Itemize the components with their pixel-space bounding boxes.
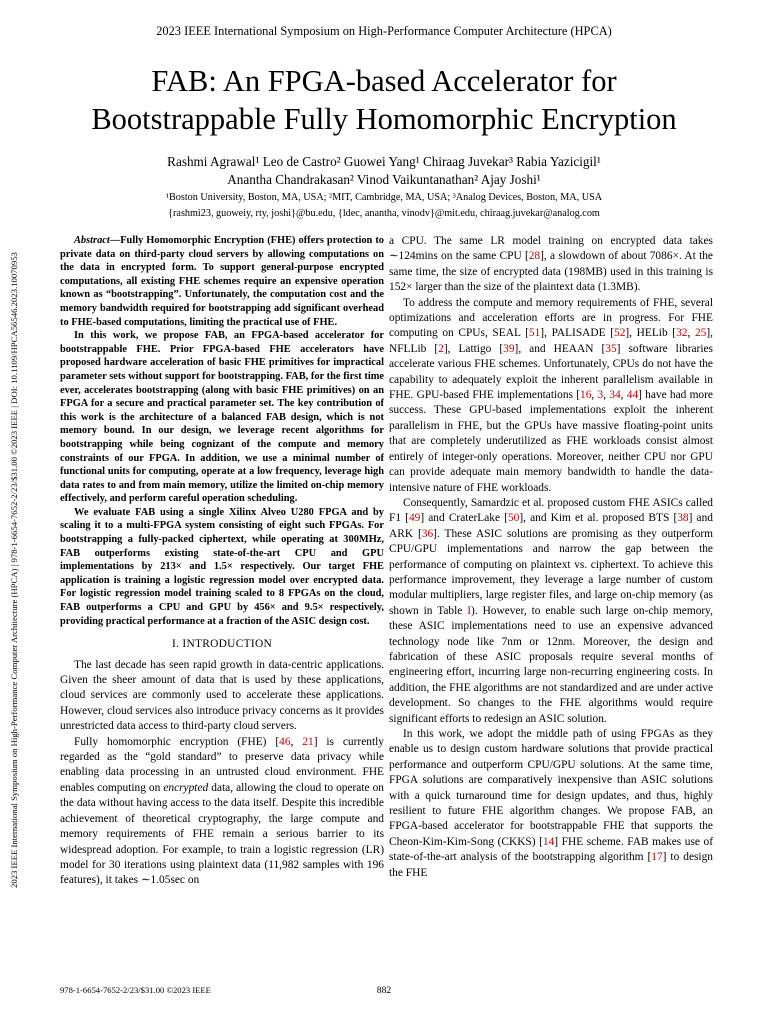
affiliations xyxy=(40,190,728,222)
citation-link[interactable]: 32 xyxy=(676,327,688,340)
abstract xyxy=(60,234,384,628)
right-paragraph-4: In this work, we adopt the middle path of using FPGAs as they enable us to design custom hardware solutions that provide practical performance and outperform CPU/GPU solutions. At the same time, FPGA solutions are comparatively inexpensive than ASIC solutions with a quick turnaround time for design updates, and thus, highly resilient to future FHE algorithm changes. We propose FAB, an FPGA-based accelerator for bootstrappable FHE that supports the Cheon-Kim-Kim-Song (CKKS) [14] FHE scheme. FAB makes use of state-of-the-art analysis of the bootstrapping algorithm [17] to design the FHE xyxy=(389,728,713,879)
intro-paragraph-1: The last decade has seen rapid growth in data-centric applications. Given the sheer amount of data that is used by these applications, cloud services are commonly used to accelerate these applications. However, cloud services also introduce privacy concerns as it provides unrestricted data access to third-party cloud servers. xyxy=(60,658,384,733)
abstract-paragraph-3: We evaluate FAB using a single Xilinx Alveo U280 FPGA and by scaling it to a multi-FPGA system consisting of eight such FPGAs. For bootstrapping a fully-packed ciphertext, while operating at 300MHz, FAB outperforms existing state-of-the-art CPU and GPU implementations by 213× and 1.5× respectively. Our target FHE application is training a logistic regression model over encrypted data. For logistic regression model training scaled to 8 FPGAs on the cloud, FAB outperforms a CPU and GPU by 456× and 9.5× respectively, providing practical performance at a fraction of the ASIC design cost. xyxy=(60,506,384,627)
authors-line-2: Anantha Chandrakasan² Vinod Vaikuntanathan² Ajay Joshi¹ xyxy=(227,172,541,187)
abstract-label: Abstract xyxy=(74,235,110,246)
title-line-2: Bootstrappable Fully Homomorphic Encryption xyxy=(91,102,677,136)
citation-link[interactable]: 38 xyxy=(677,512,689,525)
citation-link[interactable]: 36 xyxy=(421,527,434,540)
conference-header: 2023 IEEE International Symposium on High-Performance Computer Architecture (HPCA) xyxy=(156,24,612,38)
citation-link[interactable]: 25 xyxy=(694,327,707,340)
citation-link[interactable]: 51 xyxy=(528,327,541,340)
side-metadata-strip: 2023 IEEE International Symposium on High-Performance Computer Architecture (HPCA) | 978-1-6654-7652-2/23/$31.00 ©2023 IEEE | DOI: 10.1109/HPCA56546.2023.10070953 xyxy=(9,252,19,888)
emphasis-text: encrypted xyxy=(163,781,209,794)
section-heading-introduction: I. INTRODUCTION xyxy=(171,638,273,651)
citation-link[interactable]: 34 xyxy=(609,389,621,402)
citation-link[interactable]: 50 xyxy=(507,512,520,525)
author-list xyxy=(40,153,728,189)
right-paragraph-1: a CPU. The same LR model training on encrypted data takes ∼124mins on the same CPU [28], a slowdown of about 7086×. At the same time, the size of encrypted data (198MB) used in this training is 152× larger than the size of the plaintext data (1.3MB). xyxy=(389,235,713,294)
citation-link[interactable]: 3 xyxy=(597,389,604,402)
abstract-paragraph-1: Abstract—Fully Homomorphic Encryption (FHE) offers protection to private data on third-party cloud servers by allowing computations on the data in encrypted form. To support general-purpose encrypted computations, all existing FHE schemes require an expensive operation known as “bootstrapping”. Unfortunately, the computation cost and the memory bandwidth required for bootstrapping add significant overhead to FHE-based computations, limiting the practical use of FHE. xyxy=(60,235,384,328)
right-column xyxy=(389,234,713,881)
left-column xyxy=(60,234,384,889)
citation-link[interactable]: 28 xyxy=(528,250,541,263)
copyright-footer: 978-1-6654-7652-2/23/$31.00 ©2023 IEEE xyxy=(60,985,211,995)
citation-link[interactable]: 39 xyxy=(503,342,515,355)
citation-link[interactable]: 35 xyxy=(605,342,617,355)
paper-title xyxy=(40,62,728,138)
right-paragraph-3: Consequently, Samardzic et al. proposed custom FHE ASICs called F1 [49] and CraterLake [50], and Kim et al. proposed BTS [38] and ARK [36]. These ASIC solutions are promising as they outperform CPU/GPU implementations and narrow the gap between the performance of computing on plaintext vs. ciphertext. To achieve this performance improvement, they leverage a large number of custom modular multipliers, large register files, and large on-chip memory (as shown in Table I). However, to enable such large on-chip memory, these ASIC implementations need to use an expensive advanced technology node like 7nm or 12nm. Moreover, the design and fabrication of these ASIC proposals require several months of engineering effort, incurring large non-recurring engineering costs. In addition, the FHE algorithms are not standardized and are under active development. So changes to the FHE algorithms would require significant efforts to redesign an ASIC solution. xyxy=(389,496,713,725)
abstract-paragraph-2: In this work, we propose FAB, an FPGA-based accelerator for bootstrappable FHE. Prior FPGA-based FHE accelerators have proposed hardware acceleration of basic FHE primitives for impractical parameter sets without support for bootstrapping. FAB, for the first time ever, accelerates bootstrapping (along with basic FHE primitives) on an FPGA for a secure and practical parameter set. The key contribution of this work is the architecture of a balanced FAB design, which is not memory bound. In our design, we leverage recent algorithms for bootstrapping while being cognizant of the compute and memory constraints of our FPGA. In addition, we use a minimal number of functional units for computing, operate at a low frequency, leverage high data rates to and from main memory, utilize the limited on-chip memory effectively, and perform careful operation scheduling. xyxy=(60,330,384,505)
right-paragraph-2: To address the compute and memory requirements of FHE, several optimizations and acceleration efforts are in progress. For FHE computing on CPUs, SEAL [51], PALISADE [52], HELib [32, 25], NFLLib [2], Lattigo [39], and HEAAN [35] software libraries accelerate various FHE schemes. Unfortunately, CPUs do not have the capability to adequately exploit the inherent parallelism available in FHE. GPU-based FHE implementations [16, 3, 34, 44] have had more success. These GPU-based implementations exploit the inherent parallelism in FHE, but the GPUs have massive floating-point units that are completely underutilized as FHE workloads consist almost entirely of integer-only operations. Moreover, neither CPU nor GPU can provide adequate main memory bandwidth to handle the data-intensive nature of FHE workloads. xyxy=(389,296,713,494)
title-line-1: FAB: An FPGA-based Accelerator for xyxy=(151,64,617,98)
citation-link[interactable]: 44 xyxy=(626,389,639,402)
table-reference-link[interactable]: I xyxy=(467,604,472,617)
intro-paragraph-2: Fully homomorphic encryption (FHE) [46, 21] is currently regarded as the “gold standard” to preserve data privacy while enabling data processing in an untrusted cloud environment. FHE enables computing on encrypted data, allowing the cloud to operate on the data without having access to the data itself. Despite this incredible achievement of theoretical cryptography, the large compute and memory requirements of FHE remain a serious barrier to its widespread adoption. For example, to train a logistic regression (LR) model for 30 iterations using plaintext data (11,982 samples with 196 features), it takes ∼1.05sec on xyxy=(60,735,384,887)
affiliations-emails: {rashmi23, guoweiy, rty, joshi}@bu.edu, {ldec, anantha, vinodv}@mit.edu, chiraag.juvekar@analog.com xyxy=(168,208,600,219)
page-number: 882 xyxy=(376,985,392,996)
citation-link[interactable]: 2 xyxy=(438,342,444,355)
citation-link[interactable]: 49 xyxy=(408,512,421,525)
citation-link[interactable]: 17 xyxy=(651,851,663,864)
citation-link[interactable]: 16 xyxy=(580,389,592,402)
authors-line-1: Rashmi Agrawal¹ Leo de Castro² Guowei Yang¹ Chiraag Juvekar³ Rabia Yazicigil¹ xyxy=(167,154,601,169)
citation-link[interactable]: 14 xyxy=(542,835,555,848)
citation-link[interactable]: 21 xyxy=(302,735,314,748)
citation-link[interactable]: 46 xyxy=(279,735,291,748)
affiliations-line-1: ¹Boston University, Boston, MA, USA; ²MIT, Cambridge, MA, USA; ³Analog Devices, Boston, MA, USA xyxy=(165,192,603,203)
citation-link[interactable]: 52 xyxy=(614,327,626,340)
